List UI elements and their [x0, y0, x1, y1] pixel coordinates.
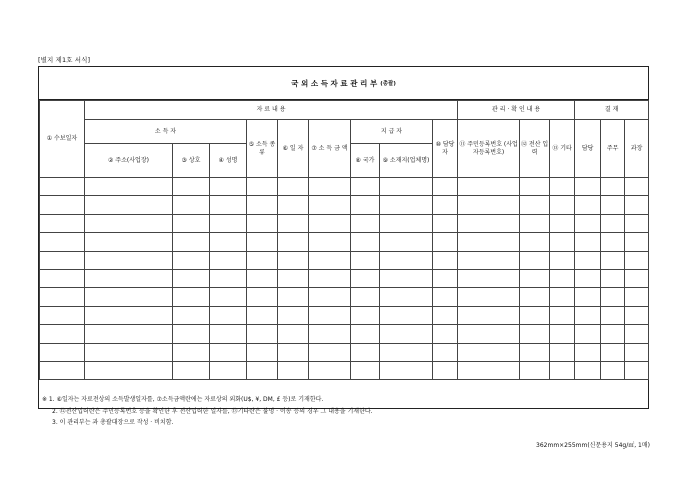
- table-cell[interactable]: [601, 325, 625, 343]
- table-cell[interactable]: [550, 233, 575, 251]
- table-cell[interactable]: [173, 361, 210, 379]
- header-approval-director: 과장: [625, 120, 649, 178]
- table-cell[interactable]: [351, 269, 380, 287]
- table-cell[interactable]: [210, 288, 247, 306]
- table-cell[interactable]: [210, 233, 247, 251]
- table-cell[interactable]: [433, 178, 458, 196]
- table-row: [40, 269, 649, 287]
- table-cell[interactable]: [625, 233, 649, 251]
- table-cell[interactable]: [575, 251, 601, 269]
- table-cell[interactable]: [380, 325, 433, 343]
- header-payer-location: ⑨ 소재지(업체명): [380, 144, 433, 178]
- note-line: 3. 이 관리부는 과 총괄대장으로 작성 · 비치함.: [52, 419, 174, 426]
- table-cell[interactable]: [278, 288, 309, 306]
- header-approval: 결 재: [575, 101, 649, 120]
- table-cell[interactable]: [210, 214, 247, 232]
- header-receipt-date: ① 수보일자: [40, 101, 85, 178]
- table-cell[interactable]: [351, 306, 380, 324]
- header-name: ④ 성명: [210, 144, 247, 178]
- table-cell[interactable]: [433, 251, 458, 269]
- table-cell[interactable]: [247, 178, 278, 196]
- table-cell[interactable]: [625, 343, 649, 361]
- table-cell[interactable]: [433, 269, 458, 287]
- ledger-title-sub: (총괄): [380, 81, 396, 87]
- table-cell[interactable]: [85, 178, 173, 196]
- table-cell[interactable]: [625, 361, 649, 379]
- table-cell[interactable]: [625, 196, 649, 214]
- table-cell[interactable]: [278, 196, 309, 214]
- table-cell[interactable]: [278, 233, 309, 251]
- table-cell[interactable]: [40, 361, 85, 379]
- table-cell[interactable]: [458, 233, 520, 251]
- table-cell[interactable]: [309, 196, 351, 214]
- ledger-title-bar: [39, 67, 648, 100]
- table-cell[interactable]: [309, 325, 351, 343]
- table-cell[interactable]: [433, 306, 458, 324]
- table-cell[interactable]: [380, 196, 433, 214]
- table-cell[interactable]: [247, 233, 278, 251]
- table-cell[interactable]: [458, 343, 520, 361]
- header-computer-input: ⑫ 전산 입력: [520, 120, 550, 178]
- table-cell[interactable]: [601, 214, 625, 232]
- table-cell[interactable]: [278, 343, 309, 361]
- table-cell[interactable]: [380, 269, 433, 287]
- table-cell[interactable]: [247, 325, 278, 343]
- header-management: 관 리 · 확 인 내 용: [458, 101, 575, 120]
- ledger-table: [39, 100, 649, 380]
- table-row: [40, 251, 649, 269]
- table-cell[interactable]: [433, 288, 458, 306]
- table-cell[interactable]: [85, 251, 173, 269]
- table-cell[interactable]: [575, 214, 601, 232]
- table-cell[interactable]: [309, 288, 351, 306]
- table-cell[interactable]: [433, 361, 458, 379]
- header-income-amount: ⑦ 소 득 금 액: [309, 120, 351, 178]
- table-cell[interactable]: [247, 343, 278, 361]
- table-cell[interactable]: [380, 343, 433, 361]
- header-others: ⑬ 기타: [550, 120, 575, 178]
- table-cell[interactable]: [40, 251, 85, 269]
- table-row: [40, 196, 649, 214]
- header-earner: 소 득 자: [85, 120, 247, 144]
- table-cell[interactable]: [520, 325, 550, 343]
- table-cell[interactable]: [247, 196, 278, 214]
- table-row: [40, 233, 649, 251]
- table-cell[interactable]: [625, 288, 649, 306]
- table-cell[interactable]: [85, 196, 173, 214]
- table-cell[interactable]: [601, 361, 625, 379]
- table-cell[interactable]: [380, 288, 433, 306]
- table-cell[interactable]: [173, 251, 210, 269]
- header-payer: 지 급 자: [351, 120, 433, 144]
- table-cell[interactable]: [550, 325, 575, 343]
- table-cell[interactable]: [520, 361, 550, 379]
- table-cell[interactable]: [210, 325, 247, 343]
- table-cell[interactable]: [520, 214, 550, 232]
- table-cell[interactable]: [520, 343, 550, 361]
- table-cell[interactable]: [309, 178, 351, 196]
- table-cell[interactable]: [40, 306, 85, 324]
- table-cell[interactable]: [40, 178, 85, 196]
- table-cell[interactable]: [520, 251, 550, 269]
- table-cell[interactable]: [550, 343, 575, 361]
- table-cell[interactable]: [247, 306, 278, 324]
- table-cell[interactable]: [380, 306, 433, 324]
- table-cell[interactable]: [351, 214, 380, 232]
- header-approval-chief: 주무: [601, 120, 625, 178]
- table-cell[interactable]: [520, 196, 550, 214]
- table-row: [40, 178, 649, 196]
- table-cell[interactable]: [351, 361, 380, 379]
- table-cell[interactable]: [173, 196, 210, 214]
- table-cell[interactable]: [309, 343, 351, 361]
- table-cell[interactable]: [351, 196, 380, 214]
- form-label: [별지 제1호 서식]: [38, 56, 91, 64]
- table-cell[interactable]: [625, 178, 649, 196]
- table-cell[interactable]: [380, 251, 433, 269]
- table-cell[interactable]: [380, 214, 433, 232]
- table-cell[interactable]: [247, 288, 278, 306]
- table-cell[interactable]: [309, 214, 351, 232]
- table-cell[interactable]: [309, 251, 351, 269]
- table-cell[interactable]: [210, 306, 247, 324]
- table-cell[interactable]: [625, 251, 649, 269]
- table-cell[interactable]: [85, 269, 173, 287]
- table-cell[interactable]: [433, 325, 458, 343]
- table-cell[interactable]: [210, 343, 247, 361]
- table-cell[interactable]: [575, 196, 601, 214]
- table-row: [40, 306, 649, 324]
- header-person-in-charge: ⑩ 담당자: [433, 120, 458, 178]
- table-cell[interactable]: [601, 196, 625, 214]
- ledger-title: 국 외 소 득 자 료 관 리 부: [291, 78, 378, 88]
- table-cell[interactable]: [575, 343, 601, 361]
- table-cell[interactable]: [351, 233, 380, 251]
- notes: [42, 394, 373, 429]
- table-cell[interactable]: [351, 325, 380, 343]
- table-cell[interactable]: [625, 269, 649, 287]
- table-cell[interactable]: [210, 269, 247, 287]
- table-cell[interactable]: [309, 361, 351, 379]
- header-income-type: ⑤ 소득 종류: [247, 120, 278, 178]
- header-trade-name: ③ 상호: [173, 144, 210, 178]
- table-cell[interactable]: [173, 325, 210, 343]
- table-cell[interactable]: [210, 251, 247, 269]
- table-cell[interactable]: [575, 269, 601, 287]
- table-cell[interactable]: [380, 233, 433, 251]
- table-cell[interactable]: [520, 288, 550, 306]
- table-cell[interactable]: [520, 269, 550, 287]
- table-cell[interactable]: [309, 269, 351, 287]
- table-cell[interactable]: [173, 343, 210, 361]
- table-cell[interactable]: [601, 343, 625, 361]
- table-cell[interactable]: [85, 306, 173, 324]
- table-cell[interactable]: [40, 196, 85, 214]
- header-country: ⑧ 국가: [351, 144, 380, 178]
- header-date: ⑥ 일 자: [278, 120, 309, 178]
- table-cell[interactable]: [380, 178, 433, 196]
- table-cell[interactable]: [278, 178, 309, 196]
- table-cell[interactable]: [309, 306, 351, 324]
- table-cell[interactable]: [210, 178, 247, 196]
- table-cell[interactable]: [550, 178, 575, 196]
- table-cell[interactable]: [433, 214, 458, 232]
- table-cell[interactable]: [210, 361, 247, 379]
- table-cell[interactable]: [550, 214, 575, 232]
- table-cell[interactable]: [575, 288, 601, 306]
- table-cell[interactable]: [550, 196, 575, 214]
- table-cell[interactable]: [85, 214, 173, 232]
- table-cell[interactable]: [380, 361, 433, 379]
- table-cell[interactable]: [458, 196, 520, 214]
- ledger-body: [40, 178, 649, 380]
- table-cell[interactable]: [550, 288, 575, 306]
- table-row: [40, 343, 649, 361]
- table-cell[interactable]: [173, 288, 210, 306]
- header-approval-manager: 담당: [575, 120, 601, 178]
- table-cell[interactable]: [601, 306, 625, 324]
- table-cell[interactable]: [278, 361, 309, 379]
- table-cell[interactable]: [278, 325, 309, 343]
- header-row-1: [40, 101, 649, 120]
- table-cell[interactable]: [278, 269, 309, 287]
- table-cell[interactable]: [625, 306, 649, 324]
- table-cell[interactable]: [40, 269, 85, 287]
- table-cell[interactable]: [173, 178, 210, 196]
- table-cell[interactable]: [173, 306, 210, 324]
- table-cell[interactable]: [40, 325, 85, 343]
- table-cell[interactable]: [85, 325, 173, 343]
- table-cell[interactable]: [550, 306, 575, 324]
- table-cell[interactable]: [601, 178, 625, 196]
- table-cell[interactable]: [247, 214, 278, 232]
- table-row: [40, 288, 649, 306]
- header-address: ② 주소(사업장): [85, 144, 173, 178]
- table-cell[interactable]: [433, 233, 458, 251]
- table-cell[interactable]: [351, 343, 380, 361]
- table-cell[interactable]: [550, 361, 575, 379]
- table-cell[interactable]: [40, 288, 85, 306]
- table-cell[interactable]: [85, 233, 173, 251]
- table-cell[interactable]: [575, 233, 601, 251]
- table-row: [40, 214, 649, 232]
- note-line: ※ 1. ⑥일자는 자료전상의 소득발생일자를, ⑦소득금액란에는 자료상의 외화(U$, ¥, DM, £ 등)로 기재한다.: [42, 396, 324, 403]
- table-cell[interactable]: [520, 306, 550, 324]
- table-cell[interactable]: [575, 361, 601, 379]
- table-cell[interactable]: [173, 233, 210, 251]
- table-cell[interactable]: [550, 269, 575, 287]
- table-cell[interactable]: [351, 178, 380, 196]
- table-cell[interactable]: [40, 343, 85, 361]
- table-cell[interactable]: [85, 288, 173, 306]
- table-cell[interactable]: [247, 251, 278, 269]
- table-cell[interactable]: [520, 178, 550, 196]
- table-cell[interactable]: [247, 269, 278, 287]
- table-cell[interactable]: [458, 269, 520, 287]
- table-cell[interactable]: [458, 361, 520, 379]
- table-cell[interactable]: [458, 288, 520, 306]
- table-cell[interactable]: [85, 343, 173, 361]
- table-cell[interactable]: [458, 178, 520, 196]
- table-cell[interactable]: [173, 269, 210, 287]
- note-line: 2. ⑫전산입력란은 주민등록번호 등을 확인한 후 전산입력한 일자를, ⑬기타란은 불명 · 이송 등의 경우 그 내용을 기재한다.: [52, 407, 373, 415]
- table-cell[interactable]: [433, 343, 458, 361]
- table-cell[interactable]: [625, 325, 649, 343]
- header-resident-number: ⑪ 주민등록번호 (사업자등록번호): [458, 120, 520, 178]
- table-cell[interactable]: [40, 214, 85, 232]
- table-cell[interactable]: [210, 196, 247, 214]
- paper-size-note: 362mm×255mm(신문용지 54g/㎡, 1매): [536, 442, 650, 449]
- table-cell[interactable]: [247, 361, 278, 379]
- table-cell[interactable]: [433, 196, 458, 214]
- table-cell[interactable]: [458, 214, 520, 232]
- table-row: [40, 325, 649, 343]
- table-cell[interactable]: [575, 306, 601, 324]
- table-cell[interactable]: [520, 233, 550, 251]
- table-cell[interactable]: [351, 251, 380, 269]
- table-cell[interactable]: [575, 178, 601, 196]
- table-cell[interactable]: [173, 214, 210, 232]
- table-cell[interactable]: [458, 251, 520, 269]
- table-row: [40, 361, 649, 379]
- table-cell[interactable]: [601, 288, 625, 306]
- table-cell[interactable]: [85, 361, 173, 379]
- table-cell[interactable]: [40, 233, 85, 251]
- table-cell[interactable]: [601, 251, 625, 269]
- table-cell[interactable]: [309, 233, 351, 251]
- table-cell[interactable]: [601, 269, 625, 287]
- table-cell[interactable]: [550, 251, 575, 269]
- header-data-content: 자 료 내 용: [85, 101, 458, 120]
- ledger-frame: [38, 66, 649, 409]
- table-cell[interactable]: [625, 214, 649, 232]
- table-cell[interactable]: [601, 233, 625, 251]
- header-row-2: [40, 120, 649, 144]
- table-cell[interactable]: [458, 306, 520, 324]
- table-cell[interactable]: [458, 325, 520, 343]
- table-cell[interactable]: [278, 214, 309, 232]
- table-cell[interactable]: [278, 251, 309, 269]
- table-cell[interactable]: [575, 325, 601, 343]
- table-cell[interactable]: [278, 306, 309, 324]
- table-cell[interactable]: [351, 288, 380, 306]
